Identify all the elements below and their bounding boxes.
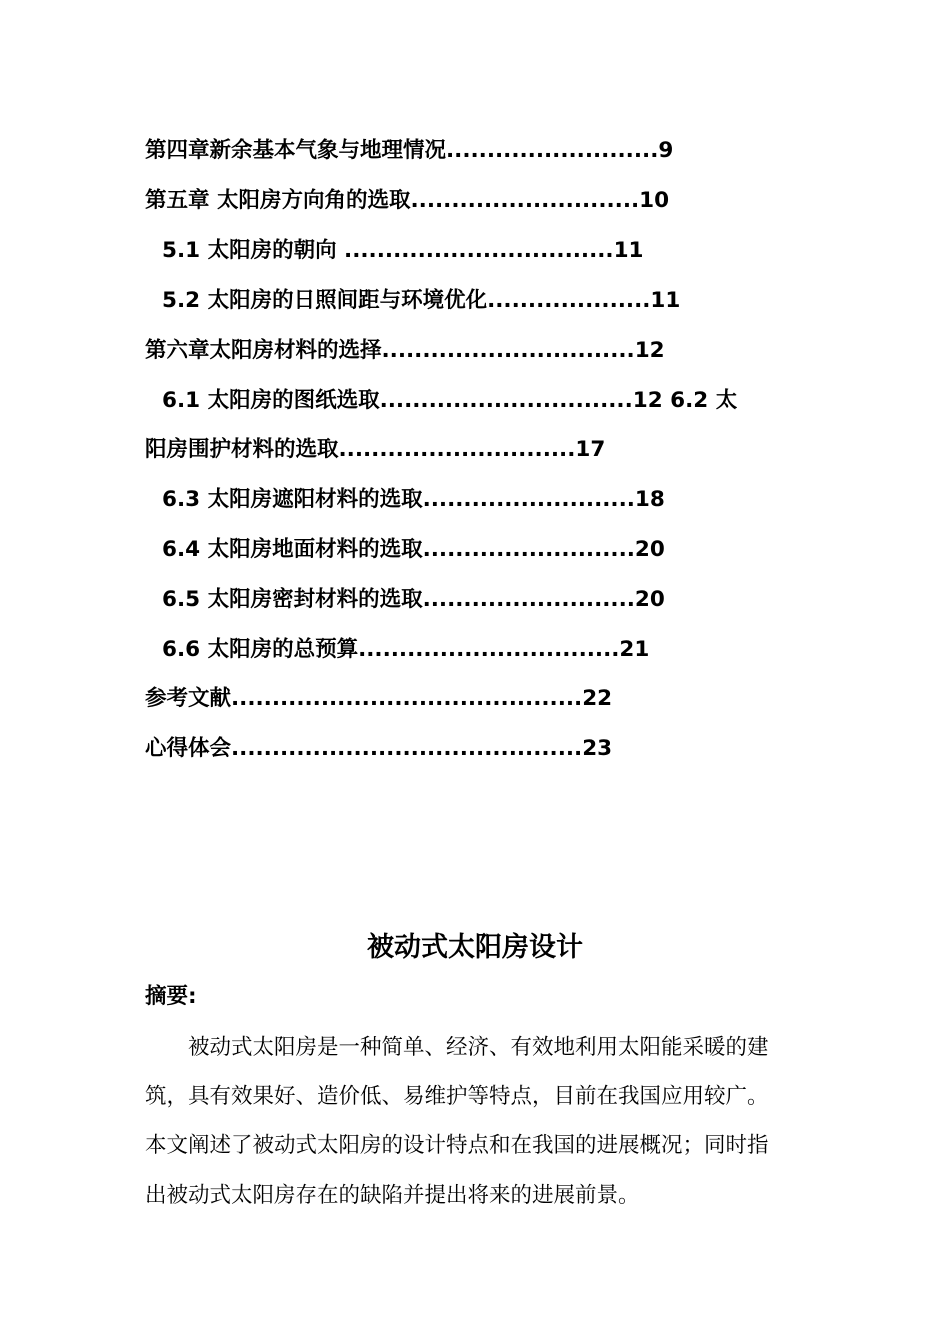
abstract-line-3: 本文阐述了被动式太阳房的设计特点和在我国的进展概况；同时指 (145, 1133, 769, 1158)
toc-entry-5-2: 5.2 太阳房的日照间距与环境优化....................11 (162, 288, 681, 313)
toc-entry-5-1: 5.1 太阳房的朝向 .................................11 (162, 238, 644, 263)
toc-entry-6-1: 6.1 太阳房的图纸选取...............................12 6.2 太 (162, 388, 738, 413)
toc-entry-6-5: 6.5 太阳房密封材料的选取..........................20 (162, 587, 665, 612)
toc-entry-chapter-6: 第六章太阳房材料的选择...............................12 (145, 338, 665, 363)
toc-entry-references: 参考文献...........................................22 (145, 686, 613, 711)
toc-entry-6-2-continued: 阳房围护材料的选取.............................17 (145, 437, 606, 462)
toc-entry-6-3: 6.3 太阳房遮阳材料的选取..........................18 (162, 487, 665, 512)
toc-entry-6-4: 6.4 太阳房地面材料的选取..........................20 (162, 537, 665, 562)
toc-entry-chapter-4: 第四章新余基本气象与地理情况..........................9 (145, 138, 674, 163)
abstract-line-1: 被动式太阳房是一种简单、经济、有效地利用太阳能采暖的建 (188, 1035, 769, 1060)
abstract-line-4: 出被动式太阳房存在的缺陷并提出将来的进展前景。 (145, 1183, 640, 1208)
abstract-label: 摘要: (145, 984, 197, 1009)
toc-entry-reflections: 心得体会...........................................23 (145, 736, 613, 761)
document-title: 被动式太阳房设计 (367, 932, 583, 963)
toc-entry-6-6: 6.6 太阳房的总预算................................21 (162, 637, 650, 662)
abstract-line-2: 筑，具有效果好、造价低、易维护等特点，目前在我国应用较广。 (145, 1084, 769, 1109)
toc-entry-chapter-5: 第五章 太阳房方向角的选取............................10 (145, 188, 670, 213)
